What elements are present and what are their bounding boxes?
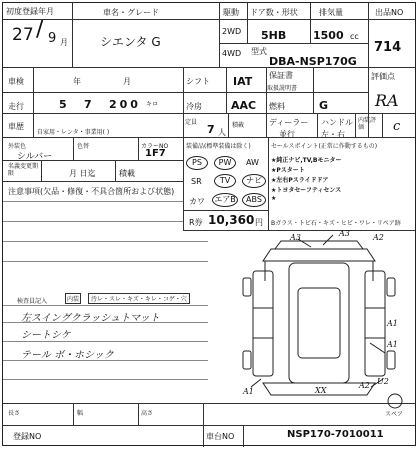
shift-label: シフト — [186, 77, 210, 86]
damage-mark-2: A3 — [339, 229, 350, 238]
damage-mark-8: XX — [315, 386, 327, 395]
type-label: 型式 — [251, 47, 267, 56]
length-label: 長さ — [8, 410, 21, 417]
chassis-value: NSP170-7010011 — [287, 429, 384, 440]
spare-label: スペア — [385, 411, 404, 418]
drive-label: 駆動 — [223, 8, 239, 17]
color-change-label: 色替 — [77, 143, 90, 150]
capacity-label: 定員 — [185, 119, 198, 126]
doors-label: ドア数・形状 — [250, 8, 298, 17]
interior-value: c — [393, 119, 401, 134]
r-tax-unit: 円 — [255, 218, 263, 227]
equip-ps: PS — [186, 156, 208, 170]
damage-mark-9: A2 — [359, 381, 370, 390]
ac-value: AAC — [231, 99, 257, 112]
dealer-label: ディーラー — [269, 118, 309, 127]
equip-sr: SR — [191, 177, 202, 186]
model-value: シエンタ G — [100, 35, 161, 49]
interior-label: 内装評価 — [358, 117, 377, 131]
fuel-label: 燃料 — [269, 102, 285, 111]
inspection-year-unit: 年 — [73, 77, 81, 86]
lot-label: 出品NO — [375, 8, 404, 17]
reg-no-label: 登録NO — [13, 432, 42, 441]
shift-value: IAT — [233, 75, 253, 88]
equip-aw: AW — [246, 158, 259, 167]
load-label: 積載 — [232, 122, 245, 129]
doors-value: 5HB — [261, 29, 287, 42]
grade-value: RA — [375, 91, 399, 110]
chassis-label: 車台NO — [206, 432, 235, 441]
inspection-label: 車検 — [8, 77, 24, 86]
inspector-note-1: 左スイングクラッシュトマット — [21, 313, 160, 324]
sales-title: セールスポイント(正常に作動するもの) — [271, 143, 378, 150]
capacity-value: 7 — [207, 123, 215, 136]
sales-point-2: ★Pスタート — [271, 167, 305, 174]
sales-point-1: ★純正ナビ,TV,Bモニター — [271, 157, 342, 164]
interior-tag: 内装 — [65, 293, 81, 304]
r-tax-value: 10,360 — [208, 213, 255, 227]
damage-mark-7: A1 — [243, 387, 254, 396]
drive-4wd: 4WD — [222, 49, 242, 58]
model-label: 車名・グレード — [103, 8, 159, 17]
fuel-value: G — [319, 99, 329, 112]
grade-label: 評価点 — [371, 72, 395, 81]
equip-abs: ABS — [242, 193, 266, 207]
first-reg-label: 初度登録年月 — [6, 7, 54, 16]
legal-label: 名義変更期限 — [8, 163, 39, 177]
color-code-value: 1F7 — [145, 148, 166, 159]
equip-airbag: エアB — [212, 193, 238, 207]
legal-load-label: 積載 — [119, 169, 135, 178]
damage-mark-4: A1 — [387, 319, 398, 328]
drive-2wd: 2WD — [222, 27, 242, 36]
ac-label: 冷房 — [186, 102, 202, 111]
handle-value: 左・右 — [321, 130, 345, 139]
handle-label: ハンドル — [321, 118, 353, 127]
capacity-unit: 人 — [218, 128, 226, 137]
displacement-value: 1500 — [313, 29, 344, 42]
inspector-note-3: テール ボ・ホシック — [21, 350, 114, 361]
equip-leather: カワ — [189, 197, 205, 206]
inspector-label: 検査員記入 — [17, 298, 48, 305]
interior-damage-items: 汚レ・スレ・キズ・キレ・コゲ・穴 — [88, 293, 190, 304]
color-label: 外装色 — [8, 143, 27, 150]
mileage-digit-2: 7 — [84, 98, 92, 111]
warranty-label: 保証書 — [269, 71, 293, 80]
legal-date-units: 月 日迄 — [69, 169, 96, 178]
manual-label: 取扱説明書 — [267, 85, 298, 92]
type-value: DBA-NSP170G — [269, 55, 357, 68]
first-reg-year: 27 — [12, 25, 34, 45]
inspection-month-unit: 月 — [123, 77, 131, 86]
sales-options-line: Bガラス・トビ石・キズ・ヒビ・ワレ・リペア跡 — [271, 220, 401, 227]
color-code-label: カラーNO — [141, 143, 169, 150]
mileage-label: 走行 — [8, 102, 24, 111]
damage-mark-1: A3 — [290, 233, 301, 242]
mileage-digit-3: 200 — [109, 98, 141, 111]
notes-title: 注意事項(欠品・修復・不具合箇所および状態) — [8, 187, 175, 196]
sales-point-5: ★ — [271, 195, 277, 202]
displacement-label: 排気量 — [319, 8, 343, 17]
dealer-value: 並行 — [279, 130, 295, 139]
equipment-title: 装備品(標準装備は除く) — [186, 143, 251, 150]
lot-value: 714 — [374, 40, 402, 55]
equip-navi: ナビ — [242, 174, 266, 188]
r-tax-label: R券 — [189, 218, 203, 227]
inspector-note-2: シートシケ — [21, 330, 71, 341]
damage-mark-5: A1 — [387, 340, 398, 349]
first-reg-month: 9 — [48, 31, 57, 46]
history-label: 車歴 — [8, 122, 24, 131]
auction-sheet: 初度登録年月 27 / 9 月 車名・グレード シエンタ G 駆動 2WD 4WD ドア数・形状 5HB 排気量 1500 cc 型式 DBA-NSP170G 出品NO 714 車検 年 月 シフト IAT 保証書 取扱説明書 評価点 RA 走行 5 7 200 キロ 冷房 AAC 燃料 G 車歴 自家用・レンタ・事業用( ) 定員 7 人 積載 ディーラー 並行 ハンドル 左・右 内装評価 c 外装色 シルバー 色替 カラーNO 1F7 名義変更期限 月 日迄 積載 装備品(標準装備は除く) PS PW AW SR TV ナビ カワ エアB ABS R券 10,360 円 セールスポイント(正常に作動するもの) ★純正ナビ,TV,Bモニター ★Pスタート ★左右Pスライドドア ★トヨタセーフティセンス ★ Bガラス・トビ石・キズ・ヒビ・ワレ・リペア跡 注意事項(欠品・修復・不具合箇所および状態) 検査員記入 内装 汚レ・スレ・キズ・キレ・コゲ・穴 左スイングクラッシュトマット シートシケ テール ボ・ホシック 長さ 幅 高さ 登録NO 車台NO NSP170-7010011 A3 A3 A2 A1 A1 U2 A1 XX A2 スペア — [2, 2, 416, 446]
mileage-digit-1: 5 — [59, 98, 67, 111]
width-label: 幅 — [77, 410, 84, 417]
history-options: 自家用・レンタ・事業用( ) — [37, 129, 110, 136]
color-value: シルバー — [17, 152, 53, 162]
damage-mark-3: A2 — [373, 233, 384, 242]
displacement-unit: cc — [350, 32, 359, 41]
sales-point-3: ★左右Pスライドドア — [271, 177, 329, 184]
sales-point-4: ★トヨタセーフティセンス — [271, 187, 342, 194]
equip-tv: TV — [214, 174, 236, 188]
equip-pw: PW — [214, 156, 236, 170]
first-reg-month-unit: 月 — [60, 38, 68, 47]
mileage-unit: キロ — [146, 101, 159, 108]
car-damage-diagram — [3, 3, 417, 447]
damage-mark-6: U2 — [377, 377, 389, 386]
height-label: 高さ — [141, 410, 154, 417]
